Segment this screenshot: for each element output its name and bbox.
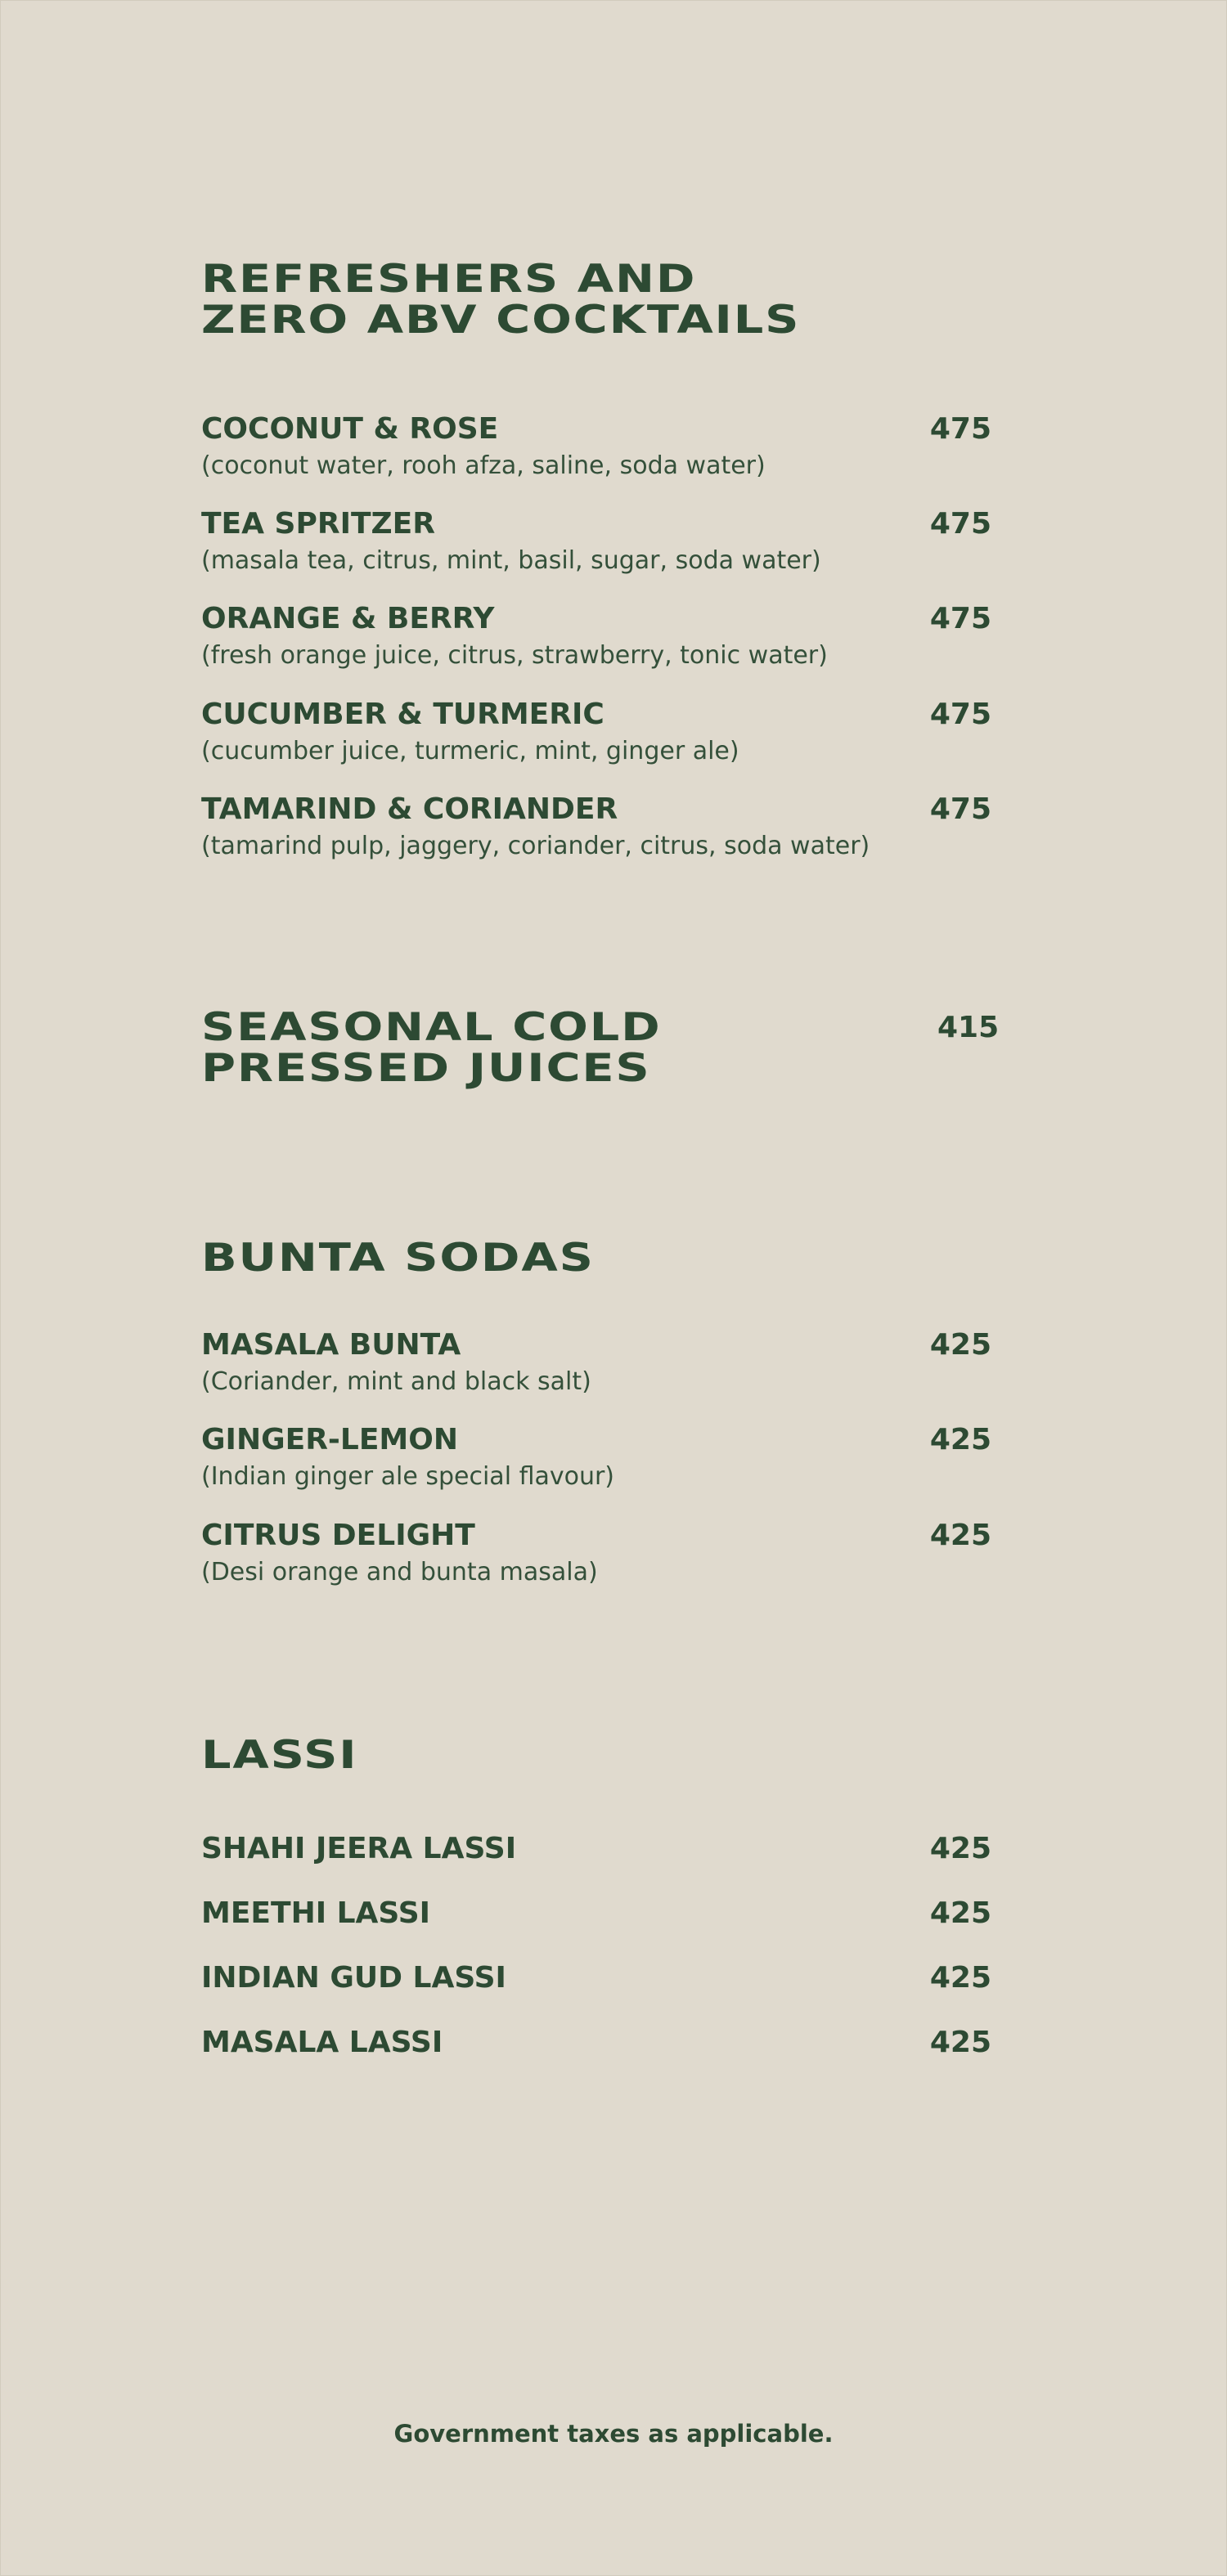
item-description: (Indian ginger ale special flavour) [201, 1462, 615, 1491]
section-title-line: BUNTA SODAS [201, 1236, 595, 1281]
item-price: 425 [929, 1896, 991, 1930]
item-name: INDIAN GUD LASSI [201, 1961, 506, 1995]
item-name: MASALA LASSI [201, 2026, 443, 2059]
section-title-line: LASSI [201, 1733, 358, 1778]
section-title-juices [201, 1005, 662, 1091]
section-title-bunta-sodas [201, 1238, 595, 1279]
item-name: CITRUS DELIGHT [201, 1519, 475, 1552]
item-name: TEA SPRITZER [201, 507, 435, 541]
tax-note: Government taxes as applicable. [393, 2420, 834, 2448]
item-price: 425 [929, 1832, 991, 1865]
item-name: TAMARIND & CORIANDER [201, 792, 618, 826]
item-description: (Coriander, mint and black salt) [201, 1367, 591, 1396]
item-price: 425 [929, 1961, 991, 1995]
item-name: MEETHI LASSI [201, 1896, 431, 1930]
item-description: (tamarind pulp, jaggery, coriander, citrus, soda water) [201, 832, 870, 860]
item-price: 475 [929, 698, 991, 731]
item-price: 425 [929, 2026, 991, 2059]
juices-price: 415 [937, 1011, 1000, 1044]
item-price: 425 [929, 1423, 991, 1456]
item-price: 475 [929, 507, 991, 541]
section-title-line: REFRESHERS AND [201, 257, 697, 302]
section-title-line: PRESSED JUICES [201, 1046, 651, 1091]
item-name: ORANGE & BERRY [201, 602, 495, 635]
item-name: MASALA BUNTA [201, 1328, 461, 1362]
section-title-line: SEASONAL COLD [201, 1005, 662, 1050]
item-price: 425 [929, 1328, 991, 1362]
item-price: 425 [929, 1519, 991, 1552]
section-title-line: ZERO ABV COCKTAILS [201, 298, 801, 343]
item-price: 475 [929, 602, 991, 635]
item-price: 475 [929, 412, 991, 446]
item-description: (coconut water, rooh afza, saline, soda water) [201, 451, 766, 480]
item-name: COCONUT & ROSE [201, 412, 499, 446]
item-description: (masala tea, citrus, mint, basil, sugar, soda water) [201, 546, 821, 575]
item-description: (cucumber juice, turmeric, mint, ginger ale) [201, 737, 739, 765]
item-name: CUCUMBER & TURMERIC [201, 698, 605, 731]
section-title-refreshers [201, 259, 800, 341]
item-description: (Desi orange and bunta masala) [201, 1558, 598, 1586]
item-description: (fresh orange juice, citrus, strawberry, tonic water) [201, 641, 828, 670]
item-name: SHAHI JEERA LASSI [201, 1832, 517, 1865]
item-price: 475 [929, 792, 991, 826]
item-name: GINGER-LEMON [201, 1423, 458, 1456]
section-title-lassi [201, 1735, 357, 1776]
